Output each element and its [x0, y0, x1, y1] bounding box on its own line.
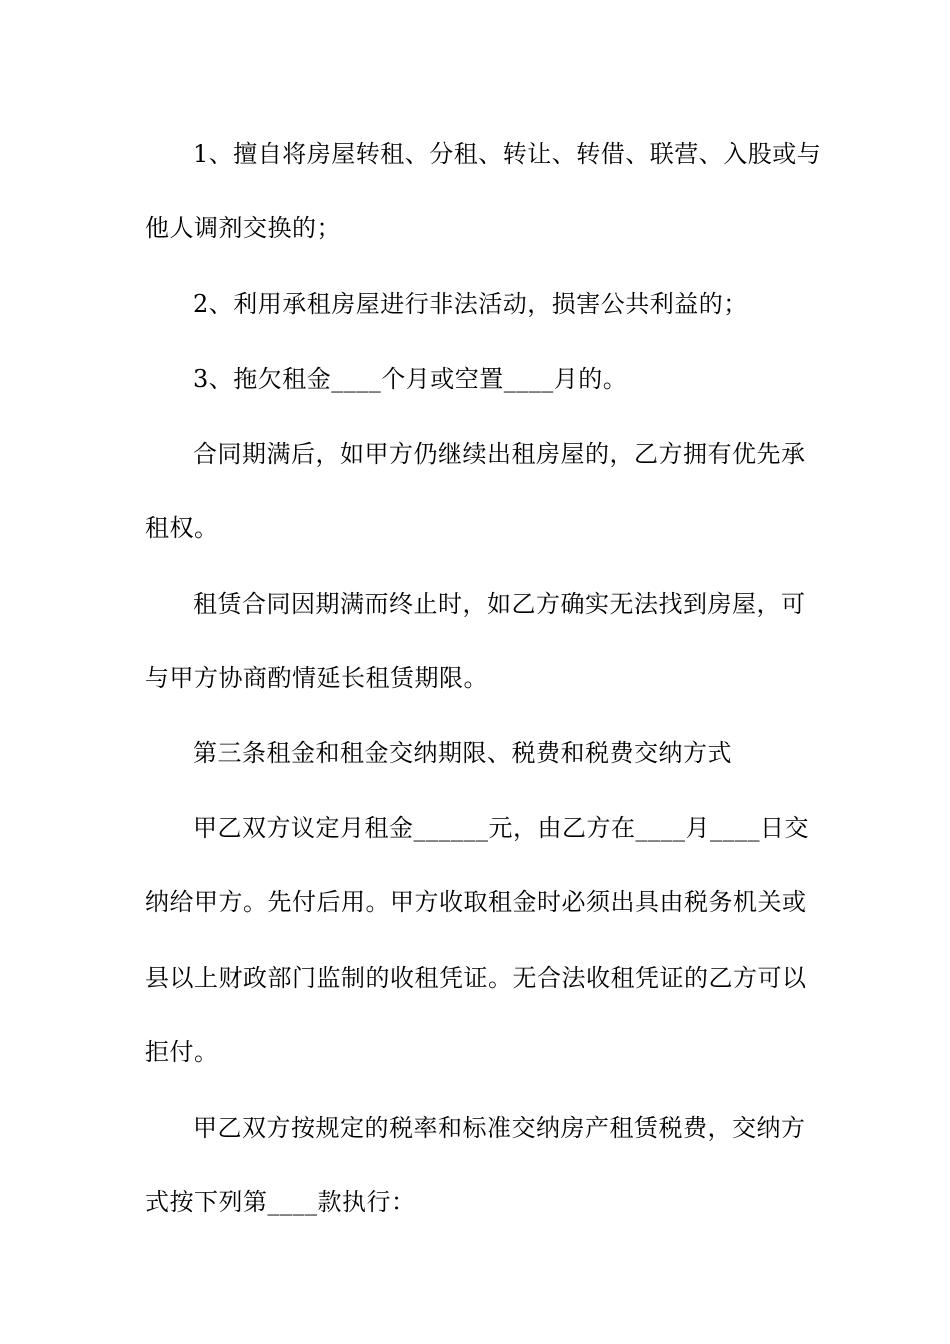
paragraph-rent-line-4: 拒付。	[145, 1038, 219, 1066]
clause-3: 3、拖欠租金____个月或空置____月的。	[193, 365, 628, 393]
paragraph-tax-line-1: 甲乙双方按规定的税率和标准交纳房产租赁税费，交纳方	[193, 1114, 806, 1142]
paragraph-renewal-line-2: 租权。	[145, 514, 219, 542]
paragraph-extension-line-1: 租赁合同因期满而终止时，如乙方确实无法找到房屋，可	[193, 590, 806, 618]
paragraph-extension-line-2: 与甲方协商酌情延长租赁期限。	[145, 664, 488, 692]
paragraph-rent-line-3: 县以上财政部门监制的收租凭证。无合法收租凭证的乙方可以	[145, 964, 807, 992]
clause-2: 2、利用承租房屋进行非法活动，损害公共利益的；	[193, 290, 748, 318]
article-3-heading: 第三条租金和租金交纳期限、税费和税费交纳方式	[193, 739, 732, 767]
paragraph-rent-line-1: 甲乙双方议定月租金______元，由乙方在____月____日交	[193, 814, 809, 842]
paragraph-renewal-line-1: 合同期满后，如甲方仍继续出租房屋的，乙方拥有优先承	[193, 440, 806, 468]
clause-1-line-1: 1、擅自将房屋转租、分租、转让、转借、联营、入股或与	[193, 140, 822, 168]
paragraph-rent-line-2: 纳给甲方。先付后用。甲方收取租金时必须出具由税务机关或	[145, 888, 807, 916]
paragraph-tax-line-2: 式按下列第____款执行：	[145, 1188, 416, 1216]
clause-1-line-2: 他人调剂交换的；	[145, 214, 341, 242]
